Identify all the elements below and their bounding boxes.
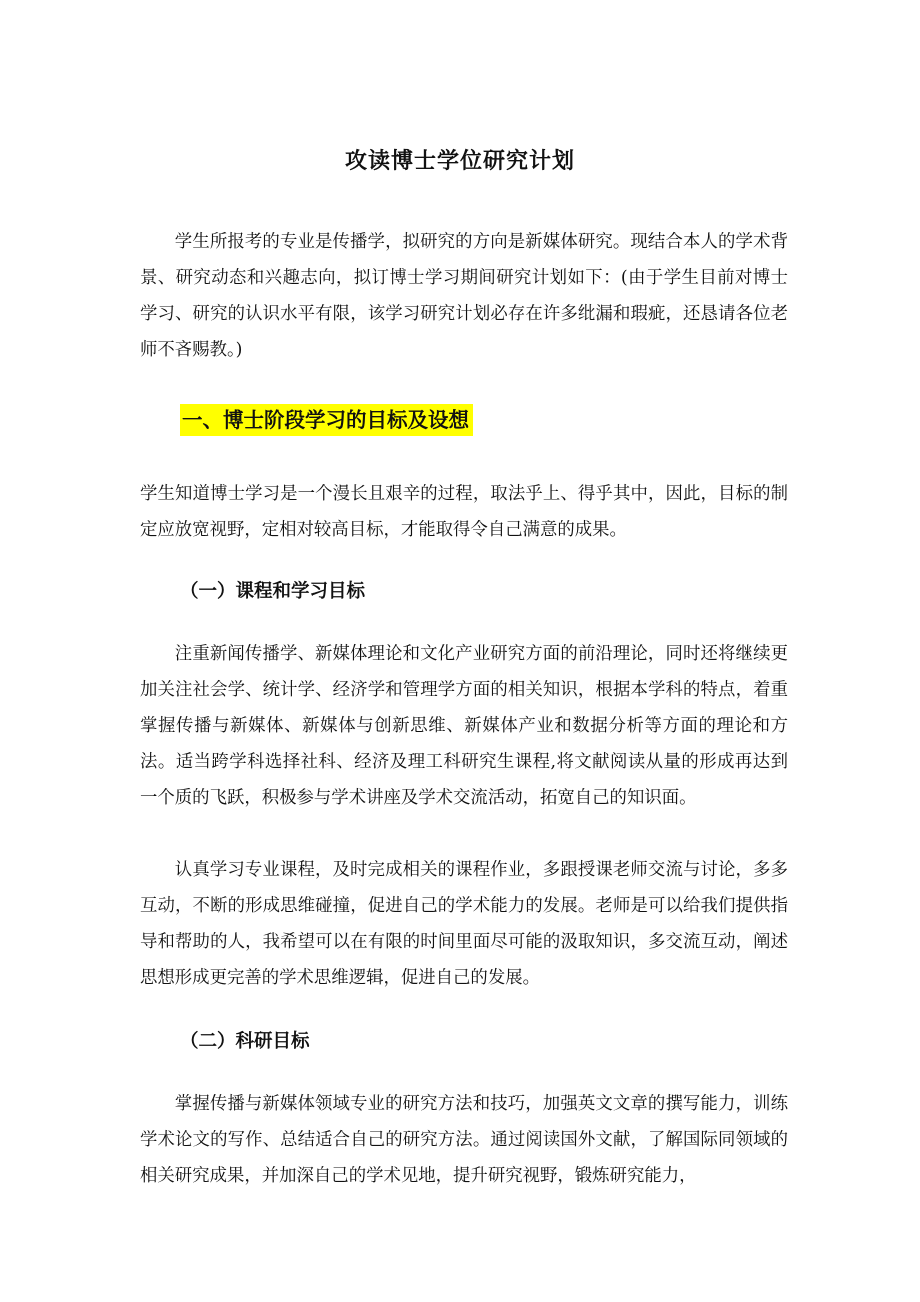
document-title: 攻读博士学位研究计划 — [344, 148, 575, 174]
research-paragraph-1: 掌握传播与新媒体领域专业的研究方法和技巧，加强英文文章的撰写能力，训练学术论文的写作、总结适合自己的研究方法。通过阅读国外文献，了解国际同领域的相关研究成果，并加深自己的学术见地，提升研究视野，锻炼研究能力， — [140, 1094, 788, 1186]
subsection-heading-research: （二）科研目标 — [180, 1031, 310, 1052]
section-intro-paragraph: 学生知道博士学习是一个漫长且艰辛的过程，取法乎上、得乎其中，因此，目标的制定应放宽视野，定相对较高目标，才能取得令自己满意的成果。 — [140, 484, 788, 540]
courses-paragraph-2: 认真学习专业课程，及时完成相关的课程作业，多跟授课老师交流与讨论，多多互动，不断的形成思维碰撞，促进自己的学术能力的发展。老师是可以给我们提供指导和帮助的人，我希望可以在有限的时间里面尽可能的汲取知识，多交流互动，阐述思想形成更完善的学术思维逻辑，促进自己的发展。 — [140, 860, 788, 988]
section-heading-goals: 一、博士阶段学习的目标及设想 — [180, 404, 473, 436]
intro-paragraph: 学生所报考的专业是传播学，拟研究的方向是新媒体研究。现结合本人的学术背景、研究动态和兴趣志向，拟订博士学习期间研究计划如下：(由于学生目前对博士学习、研究的认识水平有限，该学习研究计划必存在许多纰漏和瑕疵，还恳请各位老师不吝赐教。) — [140, 232, 788, 360]
courses-paragraph-1: 注重新闻传播学、新媒体理论和文化产业研究方面的前沿理论，同时还将继续更加关注社会学、统计学、经济学和管理学方面的相关知识，根据本学科的特点，着重掌握传播与新媒体、新媒体与创新思维、新媒体产业和数据分析等方面的理论和方法。适当跨学科选择社科、经济及理工科研究生课程,将文献阅读从量的形成再达到一个质的飞跃，积极参与学术讲座及学术交流活动，拓宽自己的知识面。 — [140, 644, 788, 808]
subsection-heading-courses: （一）课程和学习目标 — [180, 581, 366, 602]
